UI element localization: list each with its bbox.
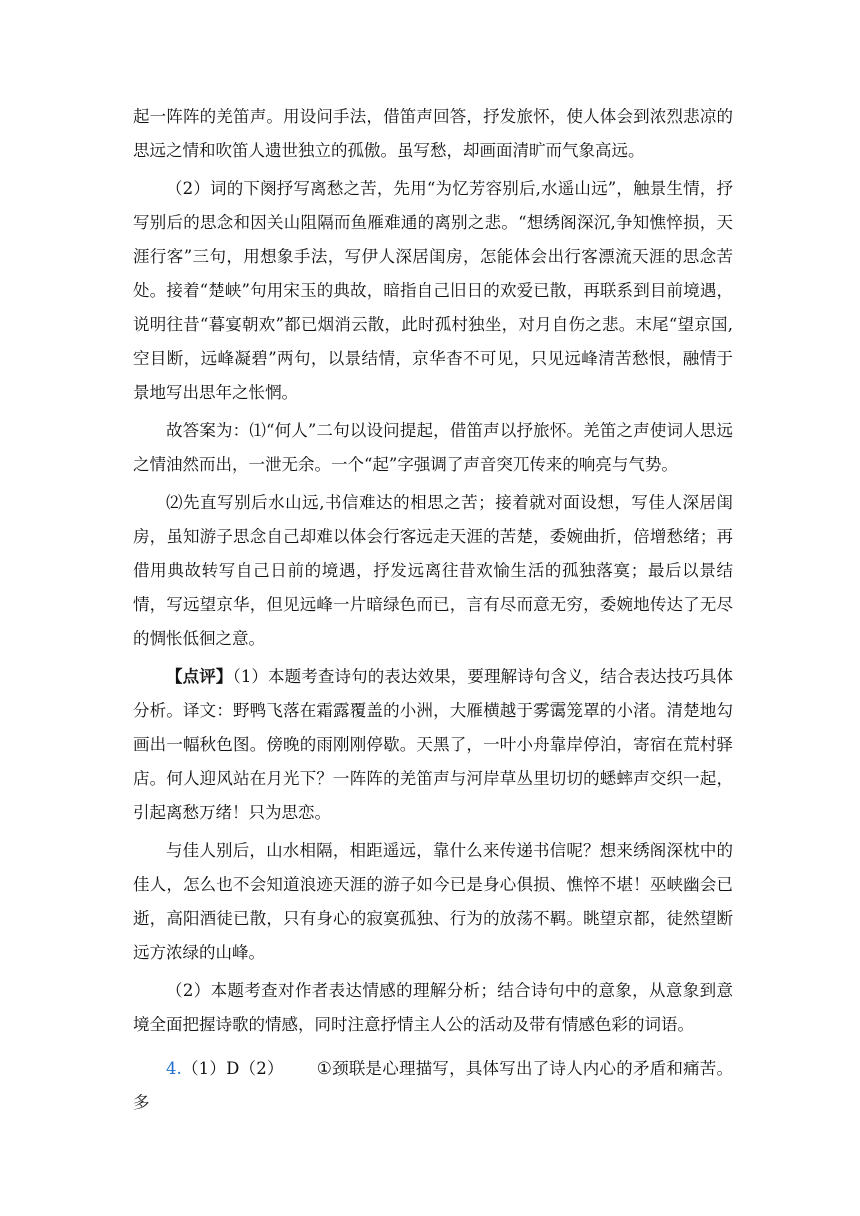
- paragraph-second-stanza-analysis: （2）词的下阕抒写离愁之苦，先用“为忆芳容别后,水遥山远”，触景生情，抒写别后的思念和因关山阻隔而鱼雁难通的离别之悲。“想绣阁深沉,争知憔悴损，天涯行客”三句，用想象手法，写伊人深居闺房，怎能体会出行客漂流天涯的思念苦处。接着“楚峡”句用宋玉的典故，暗指自己旧日的欢爱已散，再联系到目前境遇，说明往昔“暮宴朝欢”都已烟消云散，此时孤村独坐，对月自伤之悲。末尾“望京国,空目断，远峰凝碧”两句，以景结情，京华杳不可见，只见远峰清苦愁恨，融情于景地写出思年之怅惘。: [133, 179, 733, 402]
- paragraph-answer-2: ⑵先直写别后水山远,书信难达的相思之苦；接着就对面设想，写佳人深居闺房，虽知游子思念自己却难以体会行客远走天涯的苦楚，委婉曲折，倍增愁绪；再借用典故转写自己日前的境遇，抒发远离往昔欢愉生活的孤独落寞；最后以景结情，写远望京华，但见远峰一片暗绿色而已，言有尽而意无穷，委婉地传达了无尽的惆怅低徊之意。: [133, 493, 733, 648]
- commentary-label: 【点评】: [166, 667, 233, 686]
- answer-analysis-block: [133, 100, 733, 1042]
- paragraph-continuation: 起一阵阵的羌笛声。用设问手法，借笛声回答，抒发旅怀，使人体会到浓烈悲凉的思远之情和吹笛人遗世独立的孤傲。虽写愁，却画面清旷而气象高远。: [133, 107, 733, 160]
- question-number: 4.: [166, 1059, 182, 1078]
- circled-number-one: ①: [316, 1059, 332, 1079]
- paragraph-commentary-2: （2）本题考查对作者表达情感的理解分析；结合诗句中的意象，从意象到意境全面把握诗歌的情感，同时注意抒情主人公的活动及带有情感色彩的词语。: [133, 981, 733, 1034]
- question-4-text: 颈联是心理描写，具体写出了诗人内心的矛盾和痛苦。多: [133, 1059, 733, 1112]
- paragraph-translation-continued: 与佳人别后，山水相隔，相距遥远，靠什么来传递书信呢？想来绣阁深枕中的佳人，怎么也不会知道浪迹天涯的游子如今已是身心俱损、憔悴不堪！巫峡幽会已逝，高阳酒徒已散，只有身心的寂寞孤独、行为的放荡不羁。眺望京都，徒然望断远方浓绿的山峰。: [133, 841, 733, 962]
- paragraph-answer-1: 故答案为：⑴“何人”二句以设问提起，借笛声以抒旅怀。羌笛之声使词人思远之情油然而出，一泄无余。一个“起”字强调了声音突兀传来的响亮与气势。: [133, 421, 733, 474]
- question-4-choice: （1）D（2）: [181, 1059, 284, 1078]
- paragraph-commentary: [133, 660, 733, 830]
- question-4-answer: [133, 1052, 733, 1120]
- commentary-text: （1）本题考查诗句的表达效果，要理解诗句含义，结合表达技巧具体分析。译文：野鸭飞落在霜露覆盖的小洲，大雁横越于雾霭笼罩的小渚。清楚地勾画出一幅秋色图。傍晚的雨刚刚停歇。天黑了，一叶小舟靠岸停泊，寄宿在荒村驿店。何人迎风站在月光下？一阵阵的羌笛声与河岸草丛里切切的蟋蟀声交织一起，引起离愁万绪！只为思恋。: [133, 667, 734, 822]
